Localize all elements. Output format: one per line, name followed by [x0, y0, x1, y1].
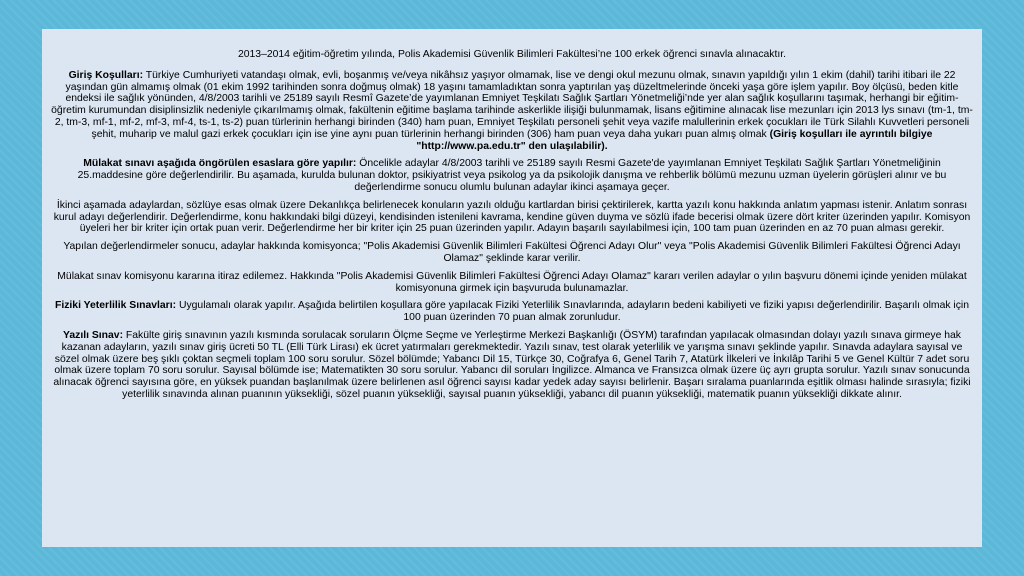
fiziki-yeterlilik-paragraph: [50, 300, 974, 324]
yazili-sinav-heading: Yazılı Sınav:: [62, 329, 124, 341]
fiziki-yeterlilik-heading: Fiziki Yeterlilik Sınavları:: [54, 300, 177, 312]
sonuc-paragraph: Yapılan değerlendirmeler sonucu, adaylar hakkında komisyonca; "Polis Akademisi Güvenlik Bilimleri Fakültesi Öğrenci Adayı Olur" veya "Polis Akademisi Güvenlik Bilimleri Fakültesi Öğrenci Adayı Olamaz" şeklinde karar verilir.: [63, 241, 961, 264]
giris-kosullari-text: Türkiye Cumhuriyeti vatandaşı olmak, evli, boşanmış ve/veya nikâhsız yaşıyor olmamak, lise ve dengi okul mezunu olmak, sınavın yapıldığı yılın 1 ekim (dahil) tarihi itibari ile 22 yaşından gün almamış olmak (01 ekim 1992 tarihinden sonra doğmuş olmak) 18 yaşını tamamladıktan sonra yaptırılan yaş düzeltmelerinde önceki yaşa göre işlem yapılır. Boy ölçüsü, beden kitle endeksi ile sağlık yönünden, 4/8/2003 tarihli ve 25189 sayılı Resmî Gazete’de yayımlanan Emniyet Teşkilatı Sağlık Şartları Yönetmeliği’nde yer alan sağlık koşullarını taşımak, herhangi bir eğitim-öğretim kurumundan disiplinsizlik nedeniyle çıkarılmamış olmak, fakültenin eğitime başlama tarihinde askerlikle ilişiği bulunmamak, lisans eğitimine alınacak lise mezunları için 2013 lys sınavı (tm-1, tm-2, tm-3, mf-1, mf-2, mf-3, mf-4, ts-1, ts-2) puan türlerinin herhangi birinden (340) ham puan, Emniyet Teşkilatı personeli şehit veya vazife malullerinin erkek çocukları ile Türk Silahlı Kuvvetleri personeli şehit, muharip ve malul gazi erkek çocukları için ise yine aynı puan türlerinin herhangi birinden (306) ham puan veya daha yukarı puan almış olmak: [51, 69, 973, 140]
ikinci-asama-paragraph: İkinci aşamada adaylardan, sözlüye esas olmak üzere Dekanlıkça belirlenecek konuların yazılı olduğu kartlardan birisi çektirilerek, kartta yazılı konu hakkında anlatım yapması istenir. Anlatım sonrası kurul adayı değerlendirir. Değerlendirme, konu hakkındaki bilgi düzeyi, kendisinden istenileni kavrama, kendine güven duyma ve sözlü ifade becerisi olmak üzere dört kriter üzerinden yapılır. Komisyon üyeleri her bir kriter için ortak puan verir. Değerlendirme her bir kriter için 25 puan üzerinden yapılır. Adayın başarılı sayılabilmesi için, 100 tam puan üzerinden en az 70 puan alması gerekir.: [53, 199, 971, 235]
fiziki-yeterlilik-text: Uygulamalı olarak yapılır. Aşağıda belirtilen koşullara göre yapılacak Fiziki Yeterlilik Sınavlarında, adayların bedeni kabiliyeti ve fiziki yapısı değerlendirilir. Başarılı olmak için 100 puan üzerinden 70 puan almak zorunludur.: [176, 300, 970, 324]
mulakat-paragraph: [50, 158, 974, 193]
yazili-sinav-text: Fakülte giriş sınavının yazılı kısmında sorulacak soruların Ölçme Seçme ve Yerleştirme Merkezi Başkanlığı (ÖSYM) tarafından yapılacak olmasından dolayı yazılı sınava girmeye hak kazanan adayların, yazılı sınav giriş ücreti 50 TL (Elli Türk Lirası) ek ücret yatırmaları gerekmektedir. Yazılı sınav, test olarak yeterlilik ve yarışma sınavı şeklinde yapılır. Sınavda adaylara sayısal ve sözel olmak üzere beş şıklı çoktan seçmeli toplam 100 soru sorulur. Sözel bölümde; Yabancı Dil 15, Türkçe 30, Coğrafya 6, Genel Tarih 7, Atatürk İlkeleri ve İnkılâp Tarihi 5 ve Genel Kültür 7 adet soru olmak üzere toplam 70 soru sorulur. Sayısal bölümde ise; Matematikten 30 soru sorulur. Yabancı dil soruları İngilizce. Almanca ve Fransızca olmak üzere üç ayrı grupta sorulur. Yazılı sınav sonucunda alınacak öğrenci sayısına göre, en yüksek puandan başlanılmak üzere belirlenen asıl öğrenci sayısı kadar yedek aday sayısı belirlenir. Başarı sıralama puanlarında eşitlik olması halinde sırasıyla; fiziki yeterlilik sınavında alınan puanının yüksekliği, sözel puanın yüksekliği, sayısal puanın yüksekliği, yabancı dil puanın yüksekliği, matematik puanın yüksekliği dikkate alınır.: [53, 329, 971, 400]
itiraz-paragraph: Mülakat sınav komisyonu kararına itiraz edilemez. Hakkında "Polis Akademisi Güvenlik Bilimleri Fakültesi Öğrenci Adayı Olamaz" kararı verilen adaylar o yılın başvuru dönemi içinde yeniden mülakat komisyonuna girmek için başvuruda bulunamazlar.: [57, 270, 967, 294]
mulakat-text: Öncelikle adaylar 4/8/2003 tarihli ve 25189 sayılı Resmi Gazete'de yayımlanan Emniyet Teşkilatı Sağlık Şartları Yönetmeliğinin 25.maddesine göre değerlendirilir. Bu aşamada, kurulda bulunan doktor, psikiyatrist veya psikolog ya da psikolojik danışma ve rehberlik bölümü mezunu uzman üyelerin görüşleri alınır ve bu değerlendirme sonucu olumlu bulunan adaylar ikinci aşamaya geçer.: [77, 158, 947, 193]
giris-kosullari-heading: Giriş Koşulları:: [68, 69, 144, 81]
content-panel: [42, 29, 982, 547]
giris-kosullari-paragraph: [50, 70, 974, 153]
giris-kosullari-link-note: (Giriş koşulları ile ayrıntılı bilgiye "http://www.pa.edu.tr" den ulaşılabilir).: [416, 128, 933, 152]
mulakat-heading: Mülakat sınavı aşağıda öngörülen esaslara göre yapılır:: [83, 158, 357, 170]
intro-paragraph: 2013–2014 eğitim-öğretim yılında, Polis Akademisi Güvenlik Bilimleri Fakültesi’ne 100 erkek öğrenci sınavla alınacaktır.: [237, 49, 787, 60]
yazili-sinav-paragraph: [50, 330, 974, 401]
